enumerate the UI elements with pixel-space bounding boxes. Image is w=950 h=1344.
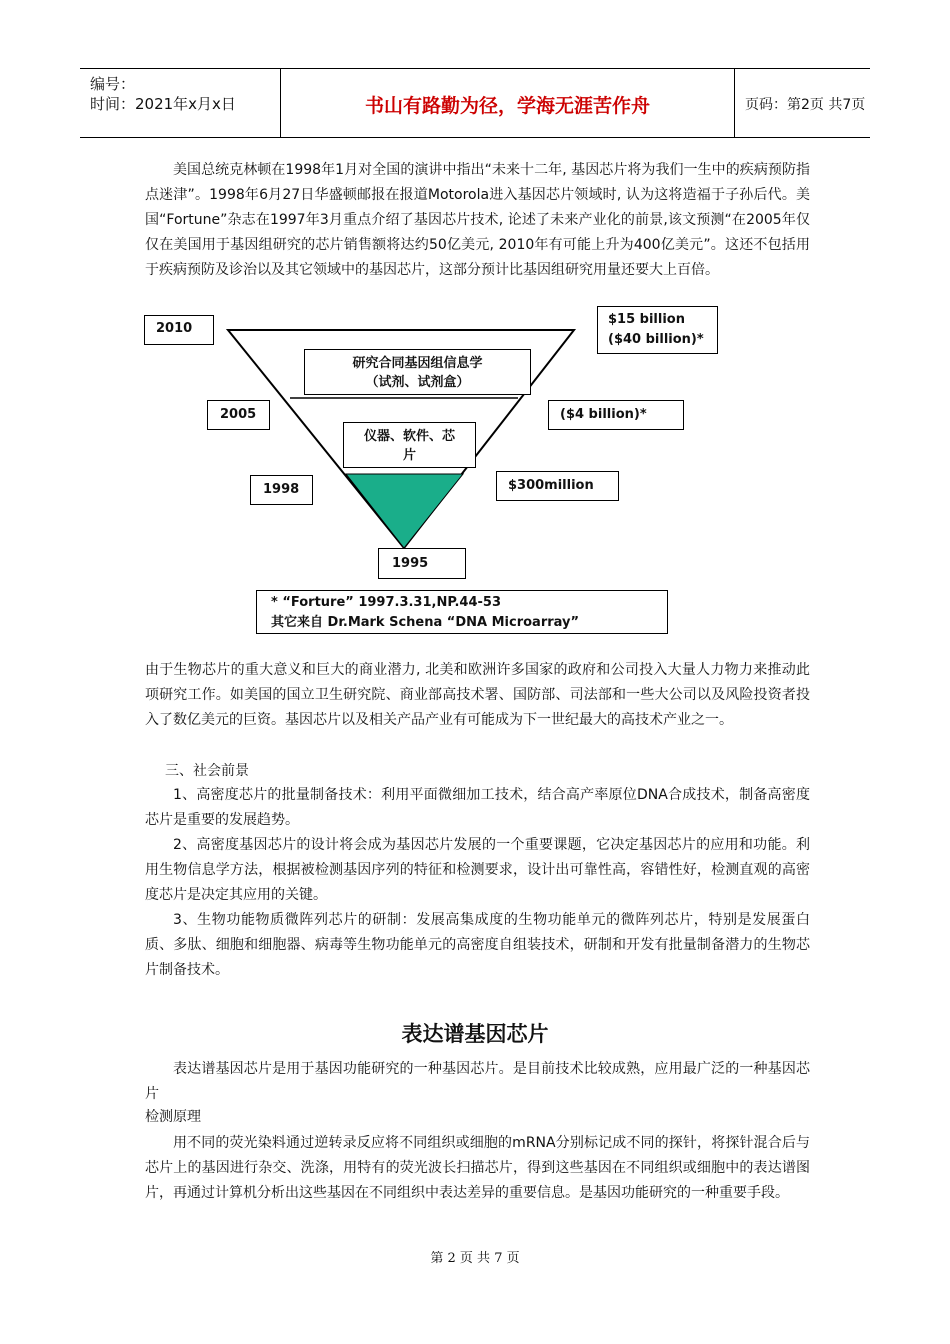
mid-segment-label-box [343, 422, 476, 468]
date-label: 时间：2021年x月x日 [90, 95, 236, 113]
value-2010-line2: ($40 billion)* [608, 332, 704, 347]
number-label: 编号： [90, 75, 136, 93]
detection-heading: 检测原理 [145, 1109, 201, 1125]
mid-label-line2: 片 [402, 448, 416, 463]
list-item: 1、高密度芯片的批量制备技术：利用平面微细加工技术，结合高产率原位DNA合成技术，制备高密度芯片是重要的发展趋势。 [145, 787, 810, 828]
year-box-1995: 1995 [378, 548, 466, 579]
expression-intro: 表达谱基因芯片是用于基因功能研究的一种基因芯片。是目前技术比较成熟，应用最广泛的一种基因芯片 [145, 1061, 810, 1102]
paragraph-2: 由于生物芯片的重大意义和巨大的商业潜力, 北美和欧洲许多国家的政府和公司投入大量人力物力来推动此项研究工作。如美国的国立卫生研究院、商业部高技术署、国防部、司法部和一些大公司以及风险投资者投入了数亿美元的巨资。基因芯片以及相关产品产业有可能成为下一世纪最大的高技术产业之一。 [145, 662, 810, 728]
source-line2: 其它来自 Dr.Mark Schena “DNA Microarray” [271, 615, 580, 630]
value-box-1998: $300million [496, 471, 619, 501]
section-3-heading: 三、社会前景 [165, 763, 249, 779]
header-motto-cell [281, 69, 735, 137]
intro-paragraph: 美国总统克林顿在1998年1月对全国的演讲中指出“未来十二年, 基因芯片将为我们一生中的疾病预防指点迷津”。1998年6月27日华盛顿邮报在报道Motorola进入基因芯片领域时, 认为这将造福于子孙后代。美国“Fortune”杂志在1997年3月重点介绍了基因芯片技术, 论述了未来产业化的前景,该文预测“在2005年仅仅在美国用于基因组研究的芯片销售额将达约50亿美元, 2010年有可能上升为400亿美元”。这还不包括用于疾病预防及诊治以及其它领域中的基因芯片，这部分预计比基因组研究用量还要大上百倍。 [145, 162, 810, 278]
value-box-2010 [597, 306, 718, 354]
year-box-2010: 2010 [144, 315, 214, 345]
top-segment-label-box [304, 349, 531, 395]
section-title: 表达谱基因芯片 [401, 1022, 549, 1046]
source-line1: * “Forture” 1997.3.31,NP.44-53 [271, 595, 502, 610]
value-2010-line1: $15 billion [608, 312, 685, 327]
page-header [80, 68, 870, 138]
list-item: 2、高密度基因芯片的设计将会成为基因芯片发展的一个重要课题，它决定基因芯片的应用和功能。利用生物信息学方法，根据被检测基因序列的特征和检测要求，设计出可靠性高，容错性好，检测直观的高密度芯片是决定其应用的关键。 [145, 837, 810, 903]
funnel-fill-1998 [346, 474, 463, 548]
detection-text: 用不同的荧光染料通过逆转录反应将不同组织或细胞的mRNA分别标记成不同的探针，将探针混合后与芯片上的基因进行杂交、洗涤，用特有的荧光波长扫描芯片，得到这些基因在不同组织或细胞中的表达谱图片，再通过计算机分析出这些基因在不同组织中表达差异的重要信息。是基因功能研究的一种重要手段。 [145, 1135, 810, 1201]
motto: 书山有路勤为径，学海无涯苦作舟 [364, 95, 650, 117]
header-page-cell [735, 69, 870, 137]
value-box-2005: ($4 billion)* [548, 400, 684, 430]
top-label-line1: 研究合同基因组信息学 [352, 356, 483, 371]
top-label-line2: （试剂、试剂盒） [365, 375, 470, 390]
page-info: 页码：第2页 共7页 [745, 97, 866, 113]
year-box-1998: 1998 [250, 475, 313, 505]
mid-label-line1: 仪器、软件、芯 [363, 429, 455, 444]
header-meta-cell [80, 69, 281, 137]
page-footer: 第 2 页 共 7 页 [430, 1251, 520, 1266]
list-item: 3、生物功能物质微阵列芯片的研制：发展高集成度的生物功能单元的微阵列芯片，特别是发展蛋白质、多肽、细胞和细胞器、病毒等生物功能单元的高密度自组装技术，研制和开发有批量制备潜力的生物芯片制备技术。 [145, 912, 810, 978]
source-note-box [256, 590, 668, 634]
year-box-2005: 2005 [207, 400, 270, 430]
